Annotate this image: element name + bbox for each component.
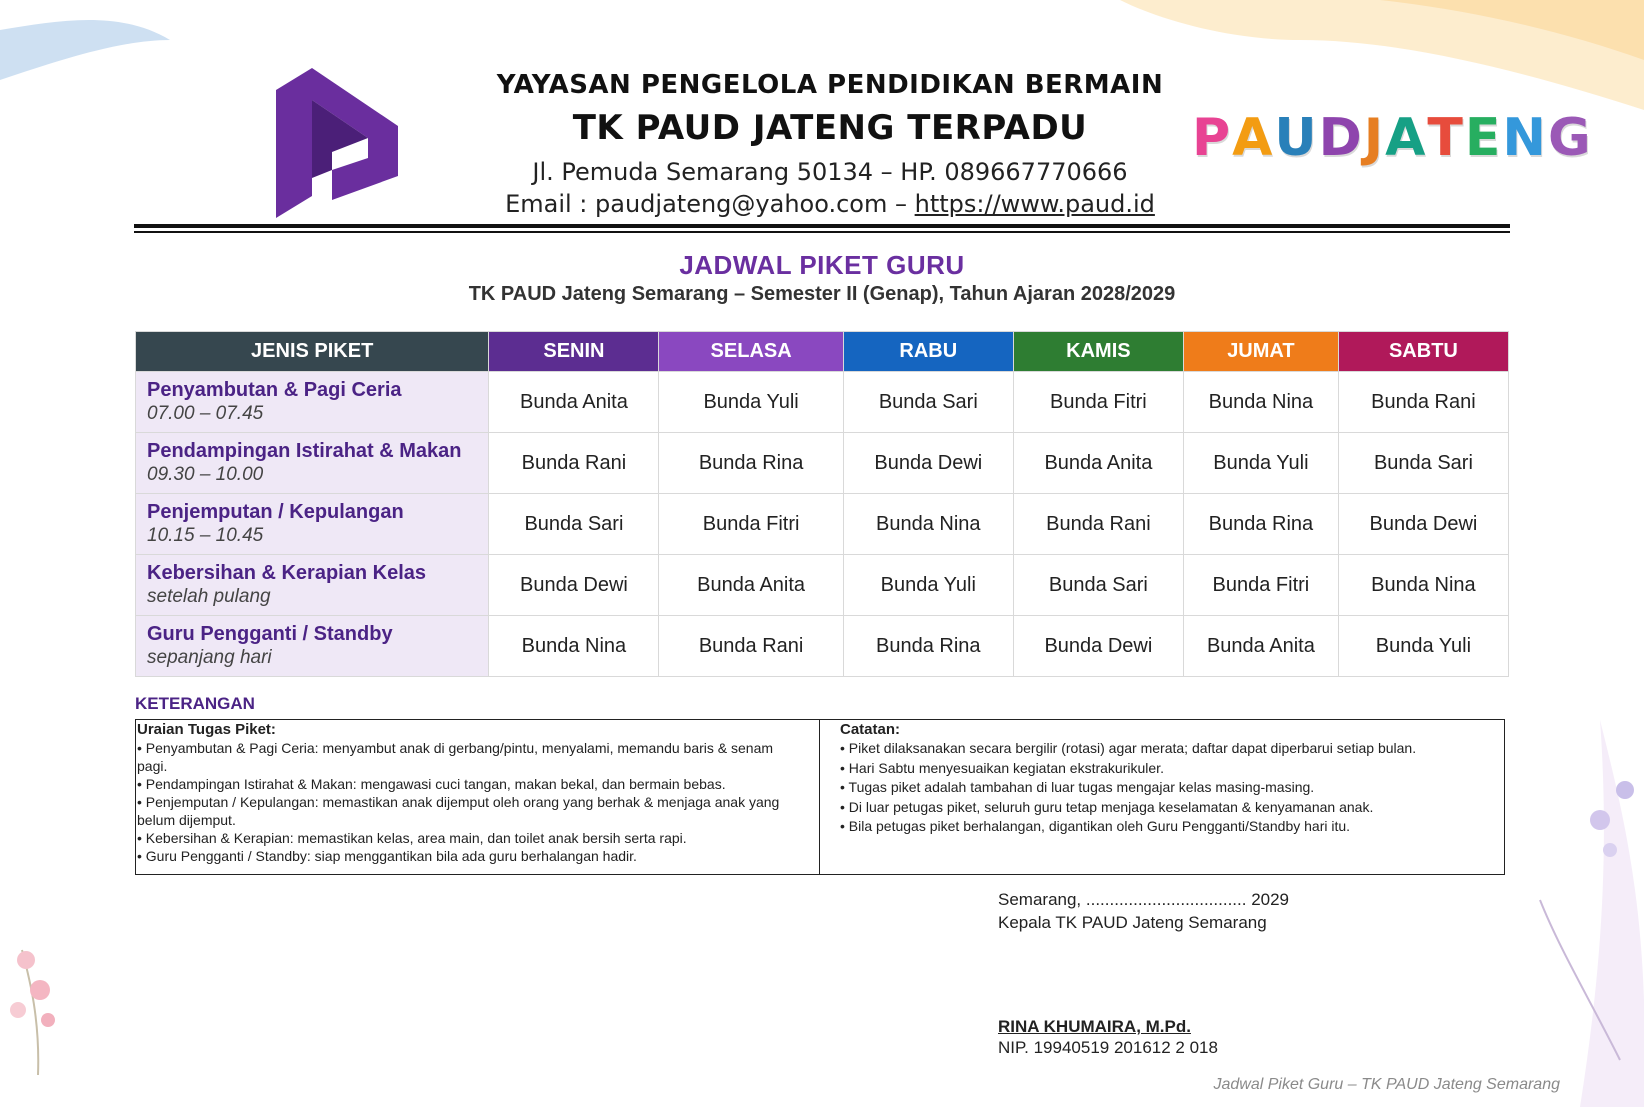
duty-type-cell bbox=[136, 555, 489, 616]
signatory-nip: NIP. 19940519 201612 2 018 bbox=[998, 1038, 1218, 1057]
duty-description-item: • Penjemputan / Kepulangan: memastikan anak dijemput oleh orang yang berhak & menjaga anak yang belum dijemput. bbox=[137, 794, 780, 828]
header-divider-thin bbox=[134, 231, 1510, 233]
duty-description-column bbox=[136, 720, 820, 874]
table-row bbox=[136, 372, 1509, 433]
teacher-cell: Bunda Fitri bbox=[659, 494, 843, 555]
note-item: • Hari Sabtu menyesuaikan kegiatan ekstrakurikuler. bbox=[840, 759, 1164, 776]
teacher-cell: Bunda Nina bbox=[489, 616, 659, 677]
duty-description-item: • Pendampingan Istirahat & Makan: mengawasi cuci tangan, makan bekal, dan bermain bebas. bbox=[137, 776, 726, 792]
teacher-cell: Bunda Sari bbox=[489, 494, 659, 555]
teacher-cell: Bunda Sari bbox=[843, 372, 1013, 433]
teacher-cell: Bunda Anita bbox=[489, 372, 659, 433]
note-item: • Piket dilaksanakan secara bergilir (rotasi) agar merata; daftar dapat diperbarui setiap bulan. bbox=[840, 740, 1417, 756]
notes-box bbox=[135, 719, 1505, 875]
teacher-cell: Bunda Sari bbox=[1338, 433, 1508, 494]
teacher-cell: Bunda Rani bbox=[659, 616, 843, 677]
signature-block bbox=[998, 888, 1289, 934]
duty-type-cell bbox=[136, 616, 489, 677]
school-name: TK PAUD JATENG TERPADU bbox=[572, 108, 1088, 148]
column-header: SELASA bbox=[659, 332, 843, 372]
school-address: Jl. Pemuda Semarang 50134 – HP. 089667770666 bbox=[532, 158, 1128, 186]
duty-description-item: • Guru Pengganti / Standby: siap menggantikan bila ada guru berhalangan hadir. bbox=[137, 848, 637, 864]
column-header: RABU bbox=[843, 332, 1013, 372]
signature-place-date: Semarang, .................................. 2029 bbox=[998, 890, 1290, 909]
teacher-cell: Bunda Nina bbox=[843, 494, 1013, 555]
teacher-cell: Bunda Rani bbox=[489, 433, 659, 494]
brand-letter: N bbox=[1502, 108, 1548, 168]
notes-title: KETERANGAN bbox=[135, 694, 255, 713]
table-row bbox=[136, 433, 1509, 494]
teacher-cell: Bunda Dewi bbox=[843, 433, 1013, 494]
teacher-cell: Bunda Yuli bbox=[1338, 616, 1508, 677]
schedule-table bbox=[135, 331, 1509, 677]
duty-name: Guru Pengganti / Standby bbox=[147, 623, 393, 645]
duty-name: Penyambutan & Pagi Ceria bbox=[147, 379, 402, 401]
brand-letter: G bbox=[1547, 108, 1593, 168]
column-header: SABTU bbox=[1338, 332, 1508, 372]
teacher-cell: Bunda Yuli bbox=[1183, 433, 1338, 494]
duty-time: sepanjang hari bbox=[147, 647, 272, 668]
brand-letter: A bbox=[1385, 108, 1428, 168]
signatory-name: RINA KHUMAIRA, M.Pd. bbox=[998, 1017, 1191, 1036]
teacher-cell: Bunda Anita bbox=[1013, 433, 1183, 494]
duty-time: 07.00 – 07.45 bbox=[147, 403, 264, 424]
duty-name: Pendampingan Istirahat & Makan bbox=[147, 440, 462, 462]
brand-letter: U bbox=[1274, 108, 1319, 168]
teacher-cell: Bunda Nina bbox=[1338, 555, 1508, 616]
duty-type-cell bbox=[136, 372, 489, 433]
teacher-cell: Bunda Fitri bbox=[1183, 555, 1338, 616]
table-row bbox=[136, 616, 1509, 677]
document-subtitle: TK PAUD Jateng Semarang – Semester II (Genap), Tahun Ajaran 2028/2029 bbox=[468, 283, 1176, 305]
document-title: JADWAL PIKET GURU bbox=[679, 250, 965, 280]
duty-description-list bbox=[137, 739, 819, 865]
teacher-cell: Bunda Rani bbox=[1013, 494, 1183, 555]
school-logo-icon bbox=[272, 68, 402, 220]
teacher-cell: Bunda Anita bbox=[659, 555, 843, 616]
teacher-cell: Bunda Rani bbox=[1338, 372, 1508, 433]
brand-letter: E bbox=[1464, 108, 1503, 168]
note-item: • Bila petugas piket berhalangan, digantikan oleh Guru Pengganti/Standby hari itu. bbox=[840, 818, 1351, 834]
brand-logo-text bbox=[1192, 108, 1593, 178]
teacher-cell: Bunda Dewi bbox=[489, 555, 659, 616]
column-header: JUMAT bbox=[1183, 332, 1338, 372]
column-header: SENIN bbox=[489, 332, 659, 372]
column-header: KAMIS bbox=[1013, 332, 1183, 372]
notes-heading: Catatan: bbox=[840, 721, 901, 738]
teacher-cell: Bunda Yuli bbox=[659, 372, 843, 433]
header-divider bbox=[134, 224, 1510, 228]
table-row bbox=[136, 555, 1509, 616]
note-item: • Di luar petugas piket, seluruh guru tetap menjaga keselamatan & kenyamanan anak. bbox=[840, 798, 1374, 815]
table-header-row bbox=[136, 332, 1509, 372]
duty-description-item: • Kebersihan & Kerapian: memastikan kelas, area main, dan toilet anak bersih serta rapi. bbox=[137, 830, 687, 846]
note-item: • Tugas piket adalah tambahan di luar tugas mengajar kelas masing-masing. bbox=[840, 779, 1315, 795]
duty-type-cell bbox=[136, 494, 489, 555]
teacher-cell: Bunda Anita bbox=[1183, 616, 1338, 677]
duty-name: Kebersihan & Kerapian Kelas bbox=[147, 562, 426, 584]
brand-letter: J bbox=[1363, 108, 1386, 168]
teacher-cell: Bunda Rina bbox=[659, 433, 843, 494]
notes-list bbox=[840, 739, 1504, 837]
brand-letter: T bbox=[1427, 108, 1465, 168]
website-link[interactable]: https://www.paud.id bbox=[914, 190, 1155, 218]
duty-type-cell bbox=[136, 433, 489, 494]
column-header: JENIS PIKET bbox=[136, 332, 489, 372]
email-text: Email : paudjateng@yahoo.com – bbox=[505, 190, 915, 218]
page-footer: Jadwal Piket Guru – TK PAUD Jateng Semarang bbox=[1213, 1076, 1560, 1093]
brand-letter: P bbox=[1192, 108, 1233, 168]
signature-position: Kepala TK PAUD Jateng Semarang bbox=[998, 913, 1267, 932]
teacher-cell: Bunda Dewi bbox=[1338, 494, 1508, 555]
teacher-cell: Bunda Rina bbox=[1183, 494, 1338, 555]
foundation-name: YAYASAN PENGELOLA PENDIDIKAN BERMAIN bbox=[496, 70, 1164, 100]
teacher-cell: Bunda Nina bbox=[1183, 372, 1338, 433]
teacher-cell: Bunda Sari bbox=[1013, 555, 1183, 616]
brand-letter: D bbox=[1318, 108, 1364, 168]
duty-time: 09.30 – 10.00 bbox=[147, 464, 264, 485]
teacher-cell: Bunda Fitri bbox=[1013, 372, 1183, 433]
contact-line bbox=[440, 190, 1220, 218]
duty-time: 10.15 – 10.45 bbox=[147, 525, 264, 546]
teacher-cell: Bunda Yuli bbox=[843, 555, 1013, 616]
brand-letter: A bbox=[1232, 108, 1275, 168]
duty-time: setelah pulang bbox=[147, 586, 271, 607]
duty-name: Penjemputan / Kepulangan bbox=[147, 501, 404, 523]
duty-description-heading: Uraian Tugas Piket: bbox=[137, 721, 276, 738]
notes-column bbox=[820, 720, 1504, 874]
teacher-cell: Bunda Rina bbox=[843, 616, 1013, 677]
teacher-cell: Bunda Dewi bbox=[1013, 616, 1183, 677]
duty-description-item: • Penyambutan & Pagi Ceria: menyambut anak di gerbang/pintu, menyalami, memandu baris & senam pagi. bbox=[137, 740, 774, 774]
table-row bbox=[136, 494, 1509, 555]
